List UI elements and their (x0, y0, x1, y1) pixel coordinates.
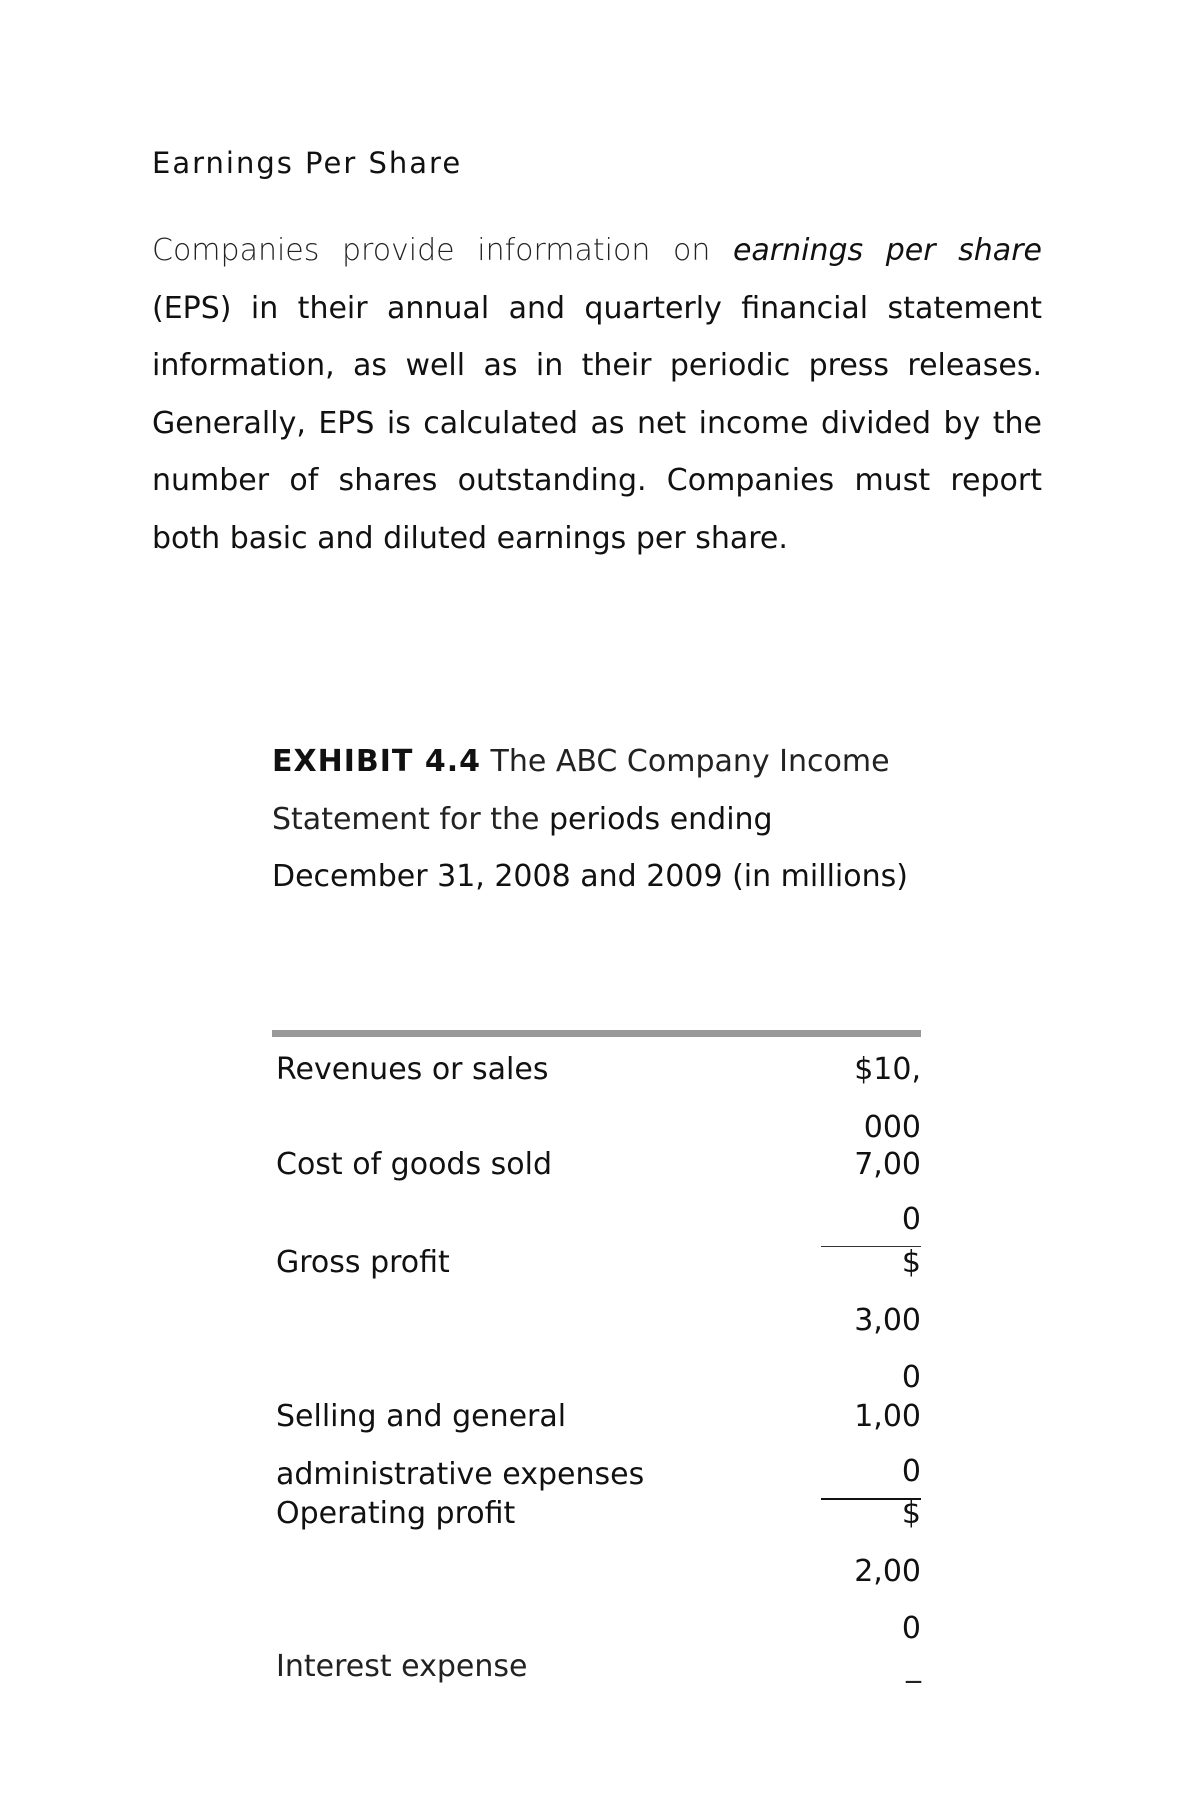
row-value (821, 1485, 921, 1658)
row-label: Operating profit (276, 1496, 516, 1531)
row-value-line: $10, (854, 1052, 921, 1087)
row-value-line: 0 (901, 1611, 921, 1646)
row-value-line: 0 (901, 1453, 921, 1489)
intro-body: (EPS) in their annual and quarterly financial statement information, as well as in their periodic press releases. Generally, EPS is calculated as net income divided by the number of shares outstanding. Companies must report both basic and diluted earnings per share. (152, 290, 1042, 556)
row-label: Interest expense (276, 1649, 528, 1684)
table-row (272, 1485, 921, 1657)
row-label-line: administrative expenses (276, 1456, 645, 1492)
row-value-line: 0 (901, 1201, 921, 1237)
row-value-line: $ (901, 1245, 921, 1280)
row-value-line: 0 (901, 1360, 921, 1395)
row-value-line: 3,00 (854, 1302, 921, 1338)
row-value (821, 1388, 921, 1500)
row-value-line: 2,00 (854, 1553, 921, 1589)
row-label: Revenues or sales (276, 1052, 549, 1087)
exhibit-title-light: The ABC Company Income Statement for the (272, 744, 890, 837)
exhibit-title-bold: periods ending December 31, 2008 and 2009 (in millions) (272, 801, 908, 894)
row-value (821, 1234, 921, 1407)
row-value-line: _ (906, 1649, 921, 1684)
row-value-line: 1,00 (854, 1399, 921, 1434)
intro-paragraph (152, 222, 1042, 567)
row-value (821, 1638, 921, 1696)
section-heading: Earnings Per Share (152, 146, 463, 180)
exhibit-caption (272, 733, 932, 906)
table-row (272, 1638, 921, 1696)
row-value (821, 1136, 921, 1247)
row-label-line: Selling and general (276, 1399, 567, 1434)
exhibit-label: EXHIBIT 4.4 (272, 744, 481, 779)
row-label: Cost of goods sold (276, 1147, 553, 1182)
row-value-line: 7,00 (854, 1147, 921, 1182)
intro-lead: Companies provide information on (152, 233, 733, 268)
row-value-line: $ (901, 1496, 921, 1531)
table-top-rule (272, 1030, 921, 1037)
intro-italic-term: earnings per share (732, 233, 1042, 268)
row-value-line: 000 (863, 1109, 921, 1145)
table-row (272, 1234, 921, 1406)
row-label: Gross profit (276, 1245, 450, 1280)
